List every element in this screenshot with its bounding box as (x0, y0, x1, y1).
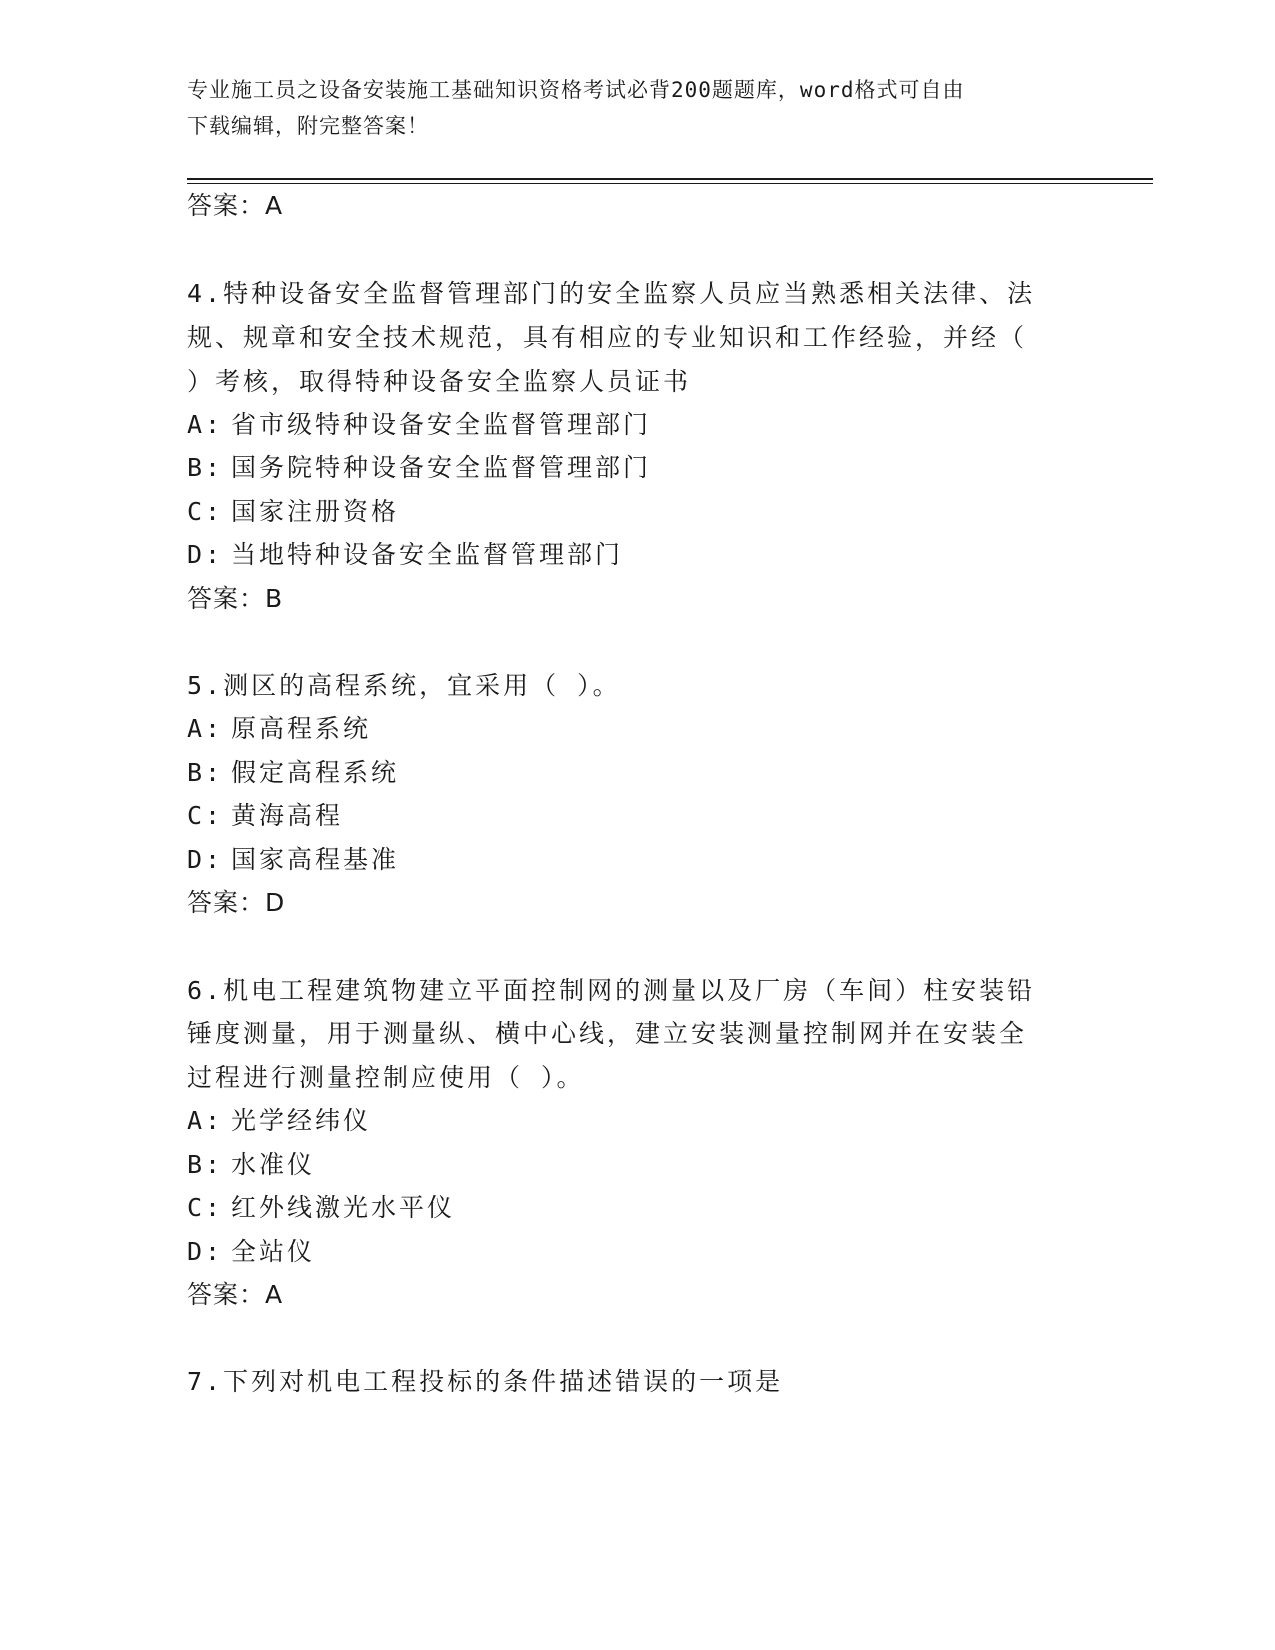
answer-previous: 答案：A (187, 191, 284, 220)
option-text: 国务院特种设备安全监督管理部门 (231, 453, 652, 482)
question-5-answer: 答案：D (187, 888, 286, 917)
question-6-line-1: 6.机电工程建筑物建立平面控制网的测量以及厂房（车间）柱安装铅 (187, 976, 1036, 1005)
question-4-option-a (187, 405, 651, 441)
question-5-option-d (187, 840, 399, 876)
option-letter: B: (187, 1150, 224, 1179)
question-4-option-b (187, 448, 651, 484)
option-letter: A: (187, 714, 224, 743)
option-letter: D: (187, 845, 224, 874)
option-letter: B: (187, 453, 224, 482)
question-6-option-b (187, 1145, 315, 1181)
option-letter: B: (187, 758, 224, 787)
question-4-line-2: 规、规章和安全技术规范，具有相应的专业知识和工作经验，并经（ (187, 323, 1028, 352)
option-text: 全站仪 (231, 1237, 316, 1266)
question-4-line-3: ）考核，取得特种设备安全监察人员证书 (187, 367, 692, 396)
option-text: 当地特种设备安全监督管理部门 (231, 540, 624, 569)
question-7-line-1: 7.下列对机电工程投标的条件描述错误的一项是 (187, 1367, 784, 1396)
question-4-answer: 答案：B (187, 584, 284, 613)
question-6-answer: 答案：A (187, 1280, 284, 1309)
question-5-option-b (187, 753, 399, 789)
option-text: 黄海高程 (231, 801, 344, 830)
question-6-line-2: 锤度测量，用于测量纵、横中心线，建立安装测量控制网并在安装全 (187, 1019, 1028, 1048)
option-text: 省市级特种设备安全监督管理部门 (231, 410, 652, 439)
option-text: 国家注册资格 (231, 497, 400, 526)
option-letter: A: (187, 410, 224, 439)
header-divider-thin (187, 183, 1153, 184)
question-5-option-c (187, 796, 343, 832)
question-4-line-1: 4.特种设备安全监督管理部门的安全监察人员应当熟悉相关法律、法 (187, 279, 1036, 308)
header-divider-thick (187, 178, 1153, 180)
option-letter: C: (187, 801, 224, 830)
option-text: 国家高程基准 (231, 845, 400, 874)
option-text: 原高程系统 (231, 714, 372, 743)
option-text: 光学经纬仪 (231, 1106, 372, 1135)
question-6-option-c (187, 1188, 455, 1224)
header-line-1: 专业施工员之设备安装施工基础知识资格考试必背200题题库，word格式可自由 (187, 78, 965, 102)
question-6-option-d (187, 1232, 315, 1268)
option-text: 水准仪 (231, 1150, 316, 1179)
page-header (187, 72, 1067, 144)
option-letter: D: (187, 1237, 224, 1266)
header-line-2: 下载编辑，附完整答案！ (187, 114, 429, 138)
question-4-option-c (187, 492, 399, 528)
question-6-line-3: 过程进行测量控制应使用（ ）。 (187, 1063, 585, 1092)
option-letter: C: (187, 1193, 224, 1222)
option-letter: A: (187, 1106, 224, 1135)
question-5-line-1: 5.测区的高程系统，宜采用（ ）。 (187, 671, 621, 700)
option-text: 假定高程系统 (231, 758, 400, 787)
option-letter: C: (187, 497, 224, 526)
option-letter: D: (187, 540, 224, 569)
option-text: 红外线激光水平仪 (231, 1193, 456, 1222)
question-6-option-a (187, 1101, 371, 1137)
question-5-option-a (187, 709, 371, 745)
question-4-option-d (187, 535, 623, 571)
